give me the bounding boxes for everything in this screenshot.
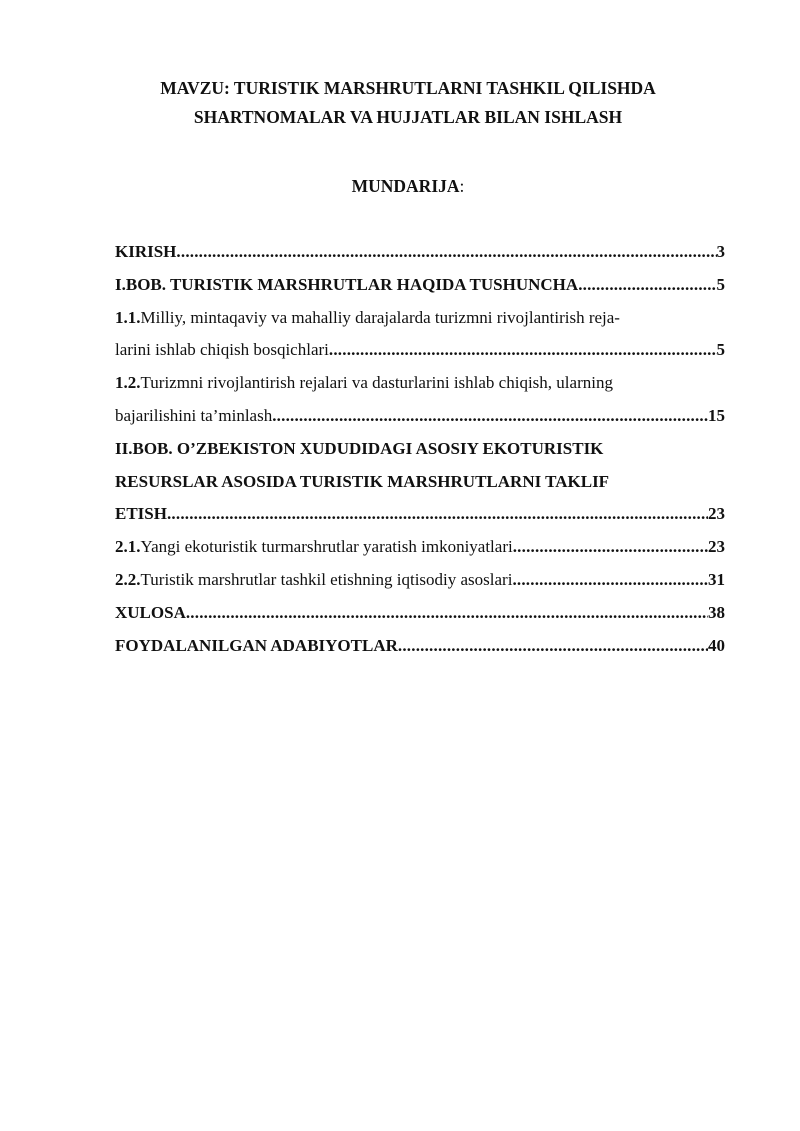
toc-entry-section-1-2-line-1: [115, 367, 725, 400]
toc-section-number: 1.1.: [115, 307, 141, 327]
toc-section-number: 2.2.: [115, 569, 141, 589]
toc-entry-title: FOYDALANILGAN ADABIYOTLAR: [115, 635, 398, 655]
toc-entry-title: Turizmni rivojlantirish rejalari va dasturlarini ishlab chiqish, ularning: [140, 373, 613, 393]
toc-entry-title-cont: ETISH: [115, 504, 167, 524]
toc-entry-title: II.BOB. O’ZBEKISTON XUDUDIDAGI ASOSIY EKOTURISTIK: [115, 438, 604, 458]
toc-section-number: 1.2.: [115, 373, 141, 393]
toc-page-number: 15: [708, 405, 725, 425]
toc-page-number: 23: [708, 504, 725, 524]
table-of-contents: [115, 236, 725, 662]
toc-entry-title: Yangi ekoturistik turmarshrutlar yaratish imkoniyatlari: [140, 537, 513, 557]
toc-leader-dots: [578, 269, 716, 302]
toc-page-number: 5: [716, 274, 725, 294]
toc-page-number: 40: [708, 635, 725, 655]
toc-page-number: 3: [716, 242, 725, 261]
toc-leader-dots: [512, 564, 708, 597]
contents-heading: [60, 173, 756, 199]
toc-entry-chapter-2-line-2: [115, 466, 725, 499]
toc-entry-section-1-2-line-2: [115, 400, 725, 433]
contents-heading-colon: :: [459, 176, 465, 196]
toc-entry-title-cont: RESURSLAR ASOSIDA TURISTIK MARSHRUTLARNI TAKLIF: [115, 471, 610, 491]
toc-entry-section-2-2: [115, 564, 725, 597]
toc-page-number: 23: [708, 537, 725, 557]
toc-entry-title: Milliy, mintaqaviy va mahalliy darajalarda turizmni rivojlantirish reja-: [140, 307, 620, 327]
toc-leader-dots: [398, 630, 708, 663]
contents-heading-text: MUNDARIJA: [351, 176, 460, 196]
toc-page-number: 31: [708, 569, 725, 589]
document-title: [60, 74, 756, 132]
toc-entry-section-2-1: [115, 531, 725, 564]
toc-entry-kirish: [115, 236, 725, 269]
toc-entry-title: I.BOB. TURISTIK MARSHRUTLAR HAQIDA TUSHUNCHA: [115, 274, 579, 294]
toc-entry-title-cont: larini ishlab chiqish bosqichlari: [115, 340, 329, 360]
toc-entry-title-cont: bajarilishini ta’minlash: [115, 405, 273, 425]
toc-entry-title: Turistik marshrutlar tashkil etishning iqtisodiy asoslari: [140, 569, 513, 589]
title-line-2: SHARTNOMALAR VA HUJJATLAR BILAN ISHLASH: [193, 107, 623, 127]
toc-page-number: 5: [716, 340, 725, 360]
toc-leader-dots: [272, 400, 708, 433]
toc-entry-title: XULOSA: [115, 602, 186, 622]
toc-leader-dots: [329, 334, 717, 367]
toc-leader-dots: [176, 236, 716, 269]
toc-entry-title: KIRISH: [115, 242, 177, 261]
toc-leader-dots: [167, 498, 708, 531]
toc-entry-bibliography: [115, 630, 725, 663]
toc-entry-section-1-1-line-1: [115, 302, 725, 335]
toc-entry-section-1-1-line-2: [115, 334, 725, 367]
title-line-1: MAVZU: TURISTIK MARSHRUTLARNI TASHKIL QILISHDA: [160, 78, 656, 98]
toc-entry-chapter-2-line-3: [115, 498, 725, 531]
toc-leader-dots: [186, 597, 708, 630]
toc-page-number: 38: [708, 602, 725, 622]
toc-leader-dots: [513, 531, 708, 564]
toc-entry-chapter-1: [115, 269, 725, 302]
toc-section-number: 2.1.: [115, 537, 141, 557]
toc-entry-xulosa: [115, 597, 725, 630]
toc-entry-chapter-2-line-1: [115, 433, 725, 466]
